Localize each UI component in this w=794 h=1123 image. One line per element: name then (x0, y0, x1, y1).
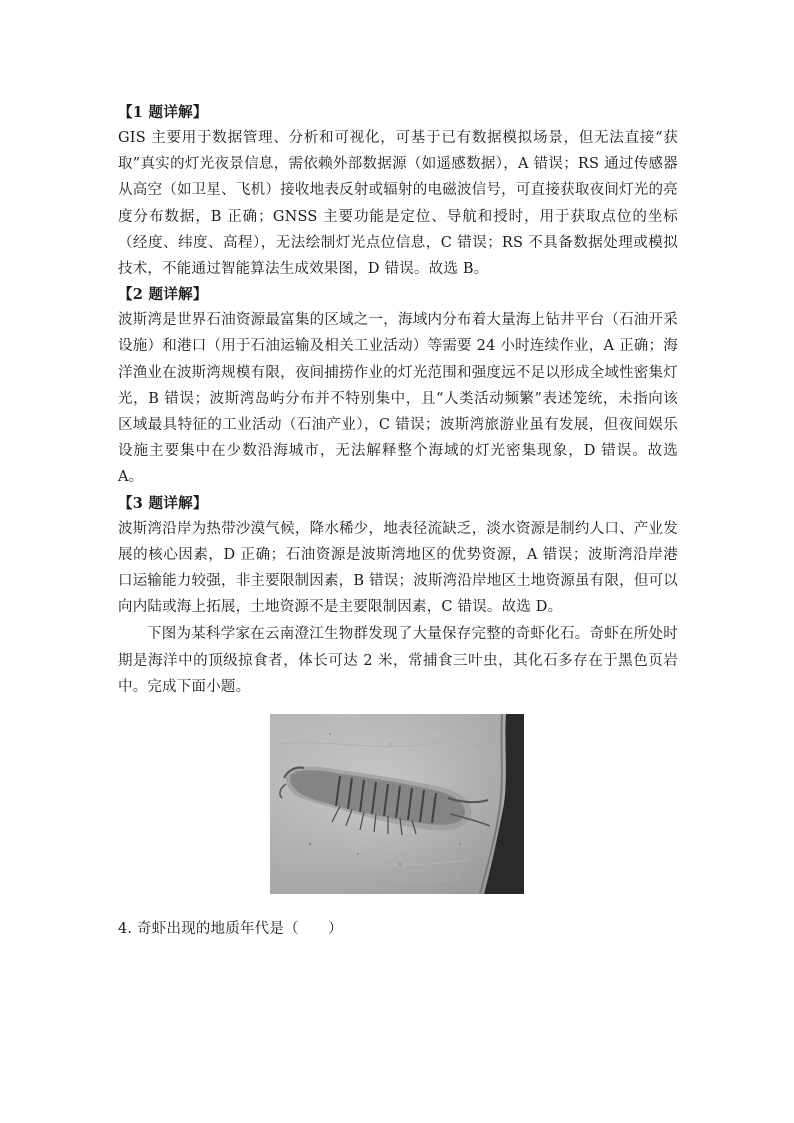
section-1-heading: 【1 题详解】 (118, 104, 208, 121)
fossil-photo-icon (270, 714, 524, 894)
question-intro: 下图为某科学家在云南澄江生物群发现了大量保存完整的奇虾化石。奇虾在所处时期是海洋中的顶级掠食者，体长可达 2 米，常捕食三叶虫，其化石多存在于黑色页岩中。完成下面小题。 (118, 626, 678, 695)
section-2-heading: 【2 题详解】 (118, 286, 208, 304)
section-3-heading: 【3 题详解】 (118, 494, 208, 512)
document-page (118, 100, 678, 942)
section-3-body: 波斯湾沿岸为热带沙漠气候，降水稀少，地表径流缺乏，淡水资源是制约人口、产业发展的核心因素，D 正确；石油资源是波斯湾地区的优势资源，A 错误；波斯湾沿岸港口运输能力较强，非主要限制因素，B 错误；波斯湾沿岸地区土地资源虽有限，但可以向内陆或海上拓展，土地资源不是主要限制因素，C 错误。故选 D。 (118, 520, 678, 616)
section-1-body: GIS 主要用于数据管理、分析和可视化，可基于已有数据模拟场景，但无法直接“获取”真实的灯光夜景信息，需依赖外部数据源（如遥感数据），A 错误；RS 通过传感器从高空（如卫星、飞机）接收地表反射或辐射的电磁波信号，可直接获取夜间灯光的亮度分布数据，B 正确；GNSS 主要功能是定位、导航和授时，用于获取点位的坐标（经度、纬度、高程），无法绘制灯光点位信息，C 错误；RS 不具备数据处理或模拟技术，不能通过智能算法生成效果图，D 错误。故选 B。 (118, 130, 678, 278)
fossil-photo (270, 714, 524, 894)
section-2-body: 波斯湾是世界石油资源最富集的区域之一，海域内分布着大量海上钻井平台（石油开采设施）和港口（用于石油运输及相关工业活动）等需要 24 小时连续作业，A 正确；海洋渔业在波斯湾规模有限，夜间捕捞作业的灯光范围和强度远不足以形成全域性密集灯光，B 错误；波斯湾岛屿分布并不特别集中，且“人类活动频繁”表述笼统，未指向该区域最具特征的工业活动（石油产业），C 错误；波斯湾旅游业虽有发展，但夜间娱乐设施主要集中在少数沿海城市，无法解释整个海域的灯光密集现象，D 错误。故选 A。 (118, 312, 678, 486)
question-4: 4. 奇虾出现的地质年代是（ ） (118, 921, 343, 938)
